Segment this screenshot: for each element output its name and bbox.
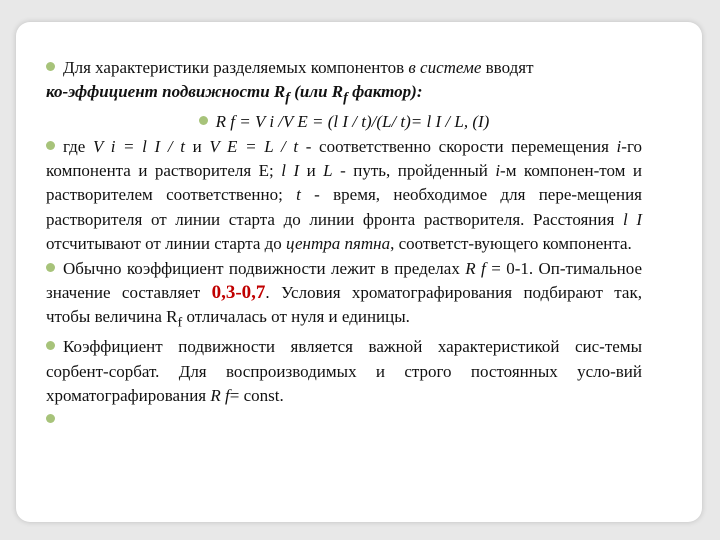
term-rf: фактор): [347,82,423,102]
subscript: f [177,314,183,331]
paragraph-definitions [46,135,642,257]
var-li: l I [622,209,642,229]
bullet-icon [46,141,55,150]
var-li: l I [281,161,300,181]
term-rf: ко-эффициент подвижности R [46,82,286,102]
var-ve: V E = L / t [209,136,299,156]
bullet-icon [46,414,55,423]
text: -го компонента и растворителя Е; [46,136,642,181]
subscript: f [343,89,348,106]
text-italic: в системе [408,58,482,77]
var-t: t [296,185,301,205]
empty-bullet-line [46,408,642,432]
text: отличалась от нуля и единицы. [182,307,410,327]
slide-card [16,22,702,522]
slide-content [46,56,642,433]
bullet-icon [46,263,55,272]
var-l: L [323,161,333,181]
bullet-icon [46,341,55,350]
text: и [299,161,324,181]
paragraph-conclusion [46,335,642,408]
bullet-icon [199,116,208,125]
text: -м компонен-том и растворителем соответственно; [46,161,642,205]
subscript: f [285,89,290,106]
text: где [63,136,93,156]
text: = 0-1. Оп-тимальное значение составляет [46,258,642,303]
text: = const. [229,386,284,406]
bullet-icon [46,62,55,71]
term-rf: (или R [290,82,344,102]
var-i: i [495,161,501,181]
text: Коэффициент подвижности является важной характеристикой сис-темы сорбент-сорбат. Для воспроизводимых и строго постоянных усло-вий хроматографирования [46,337,642,406]
var-rf: R f [465,258,486,278]
optimal-range-value: 0,3-0,7 [211,282,266,304]
formula-line [46,110,642,134]
text: - соответственно скорости перемещения [298,136,617,156]
var-rf: R f [210,386,230,406]
formula: R f = V i /V E = (l I / t)/(L/ t)= l I / L, (I) [215,112,490,132]
var-vi: V i = l I / t [92,136,185,156]
text: вводят [481,58,534,77]
text: Для характеристики разделяемых компонентов [63,58,409,77]
text: Обычно коэффициент подвижности лежит в пределах [63,258,466,278]
text: - время, необходимое для пере-мещения растворителя от линии старта до линии фронта растворителя. Расстояния [46,185,642,229]
text: - путь, пройденный [332,161,496,181]
text: , соответст-вующего компонента. [390,234,632,254]
paragraph-range [46,257,642,336]
text: отсчитывают от линии старта до [46,234,287,254]
text-italic: центра пятна [286,234,391,254]
text: и [184,136,210,156]
text: . Условия хроматографирования подбирают так, чтобы величина R [46,283,642,327]
var-i: i [616,136,622,156]
paragraph-intro [46,56,642,110]
